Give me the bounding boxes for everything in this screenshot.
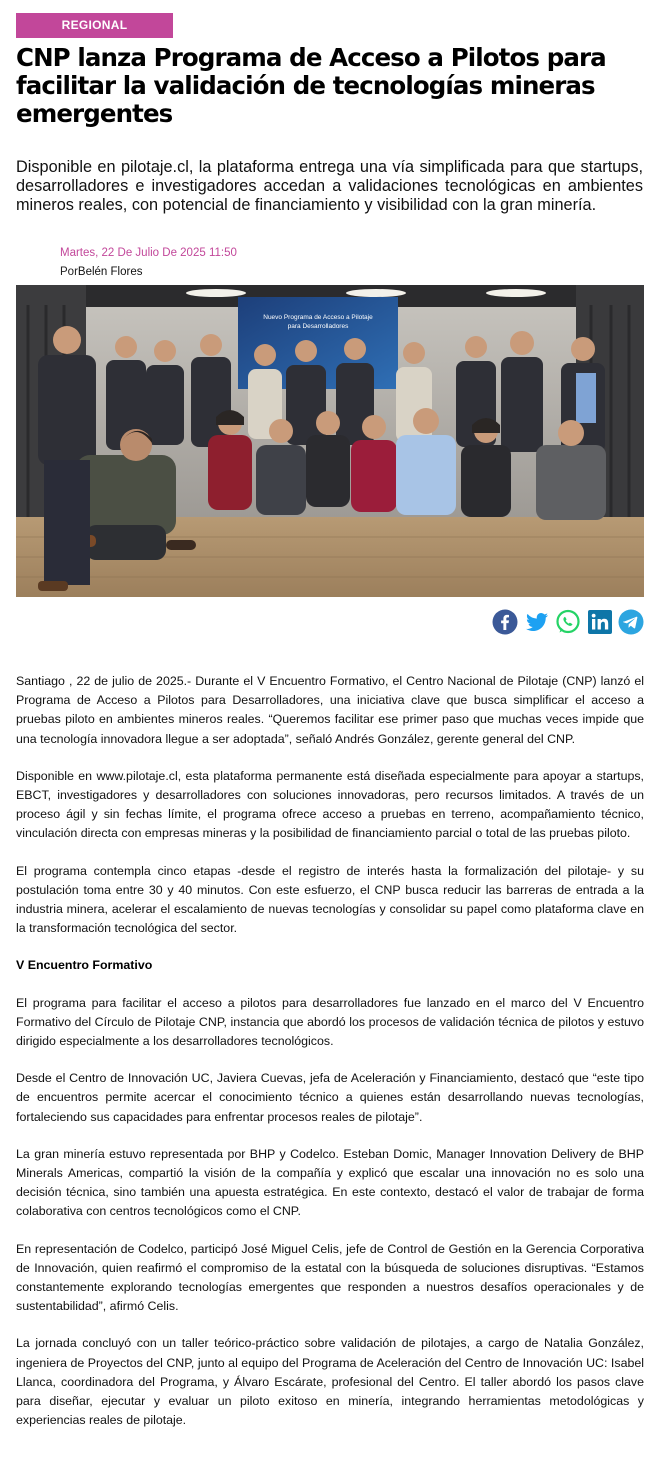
telegram-icon[interactable] — [618, 609, 644, 635]
article-headline: CNP lanza Programa de Acceso a Pilotos para facilitar la validación de tecnologías mineras emergentes — [16, 43, 606, 128]
article-photo — [16, 285, 644, 597]
author-name[interactable]: Belén Flores — [77, 266, 143, 278]
article-paragraph: Desde el Centro de Innovación UC, Javiera Cuevas, jefa de Aceleración y Financiamiento, destacó que “este tipo de encuentros permite acercar el conocimiento técnico a quienes están desarrollando nuevas tecnologías, fortaleciendo sus capacidades para enfrentar procesos reales de pilotaje”. — [16, 1071, 644, 1124]
article-paragraph: Santiago , 22 de julio de 2025.- Durante el V Encuentro Formativo, el Centro Nacional de Pilotaje (CNP) lanzó el Programa de Acceso a Pilotos para Desarrolladores, una iniciativa clave que busca simplificar el acceso a pruebas piloto en ambientes mineros reales. “Queremos facilitar ese primer paso que muchas veces impide que una tecnología innovadora llegue a ser adoptada”, señaló Andrés González, gerente general del CNP. — [16, 674, 644, 746]
screen-title-line2: para Desarrolladores — [287, 323, 349, 330]
screen-title-line1: Nuevo Programa de Acceso a Pilotaje — [263, 314, 373, 321]
article-subheading: V Encuentro Formativo — [16, 958, 153, 973]
article-lead: Disponible en pilotaje.cl, la plataforma entrega una vía simplificada para que startups, desarrolladores e investigadores accedan a validaciones tecnológicas en ambientes mineros reales, con potencial de financiamiento y visibilidad con la gran minería. — [16, 158, 643, 214]
whatsapp-icon[interactable] — [555, 609, 581, 635]
group-photo-illustration — [16, 285, 644, 597]
share-bar — [492, 608, 644, 635]
article-paragraph: La jornada concluyó con un taller teórico-práctico sobre validación de pilotajes, a cargo de Natalia González, ingeniera de Proyectos del CNP, junto al equipo del Programa de Aceleración del Centro de Innovación UC: Isabel Llanca, coordinadora del Programa, y Álvaro Escárate, profesional del Centro. El taller abordó los pasos clave para diseñar, ejecutar y evaluar un piloto exitoso en minería, integrando herramientas metodológicas y experiencias reales de pilotaje. — [16, 1336, 644, 1428]
byline-label: Por — [60, 266, 78, 278]
article-paragraph: La gran minería estuvo representada por BHP y Codelco. Esteban Domic, Manager Innovation Delivery de BHP Minerals Americas, compartió la visión de la compañía y explicó que escalar una innovación no es solo una decisión técnica, sino también una apuesta estratégica. En este contexto, destacó el valor de trabajar de forma colaborativa con centros tecnológicos como el CNP. — [16, 1146, 644, 1219]
article-paragraph: En representación de Codelco, participó José Miguel Celis, jefe de Control de Gestión en la Gerencia Corporativa de Innovación, quien reafirmó el compromiso de la estatal con la búsqueda de soluciones disruptivas. “Estamos constantemente explorando tecnologías emergentes que responden a nuestros desafíos operacionales y de sustentabilidad”, afirmó Celis. — [16, 1241, 644, 1314]
article-paragraph: Disponible en www.pilotaje.cl, esta plataforma permanente está diseñada especialmente para apoyar a startups, EBCT, investigadores y desarrolladores con soluciones innovadoras, pero recursos limitados. A través de un proceso ágil y sin fechas límite, el programa ofrece acceso a pruebas en terreno, acompañamiento técnico, vinculación directa con empresas mineras y la posibilidad de financiamiento parcial o total de las pruebas piloto. — [16, 768, 644, 841]
linkedin-icon[interactable] — [587, 609, 613, 635]
category-badge[interactable]: REGIONAL — [16, 13, 173, 38]
article-paragraph: El programa para facilitar el acceso a pilotos para desarrolladores fue lanzado en el marco del V Encuentro Formativo del Círculo de Pilotaje CNP, instancia que abordó los procesos de validación técnica de pilotos y estuvo dirigido especialmente a los desarrolladores tecnológicos. — [16, 995, 644, 1049]
byline — [60, 266, 142, 278]
article-paragraph: El programa contempla cinco etapas -desde el registro de interés hasta la formalización del pilotaje- y su postulación toma entre 30 y 40 minutos. Con este esfuerzo, el CNP busca reducir las barreras de entrada a la industria minera, acelerar el escalamiento de nuevas tecnologías y consolidar su papel como plataforma clave en la transformación tecnológica del sector. — [16, 863, 644, 936]
article-body — [16, 672, 644, 1449]
facebook-icon[interactable] — [492, 609, 518, 635]
twitter-icon[interactable] — [524, 609, 550, 635]
publish-date: Martes, 22 De Julio De 2025 11:50 — [60, 247, 237, 259]
